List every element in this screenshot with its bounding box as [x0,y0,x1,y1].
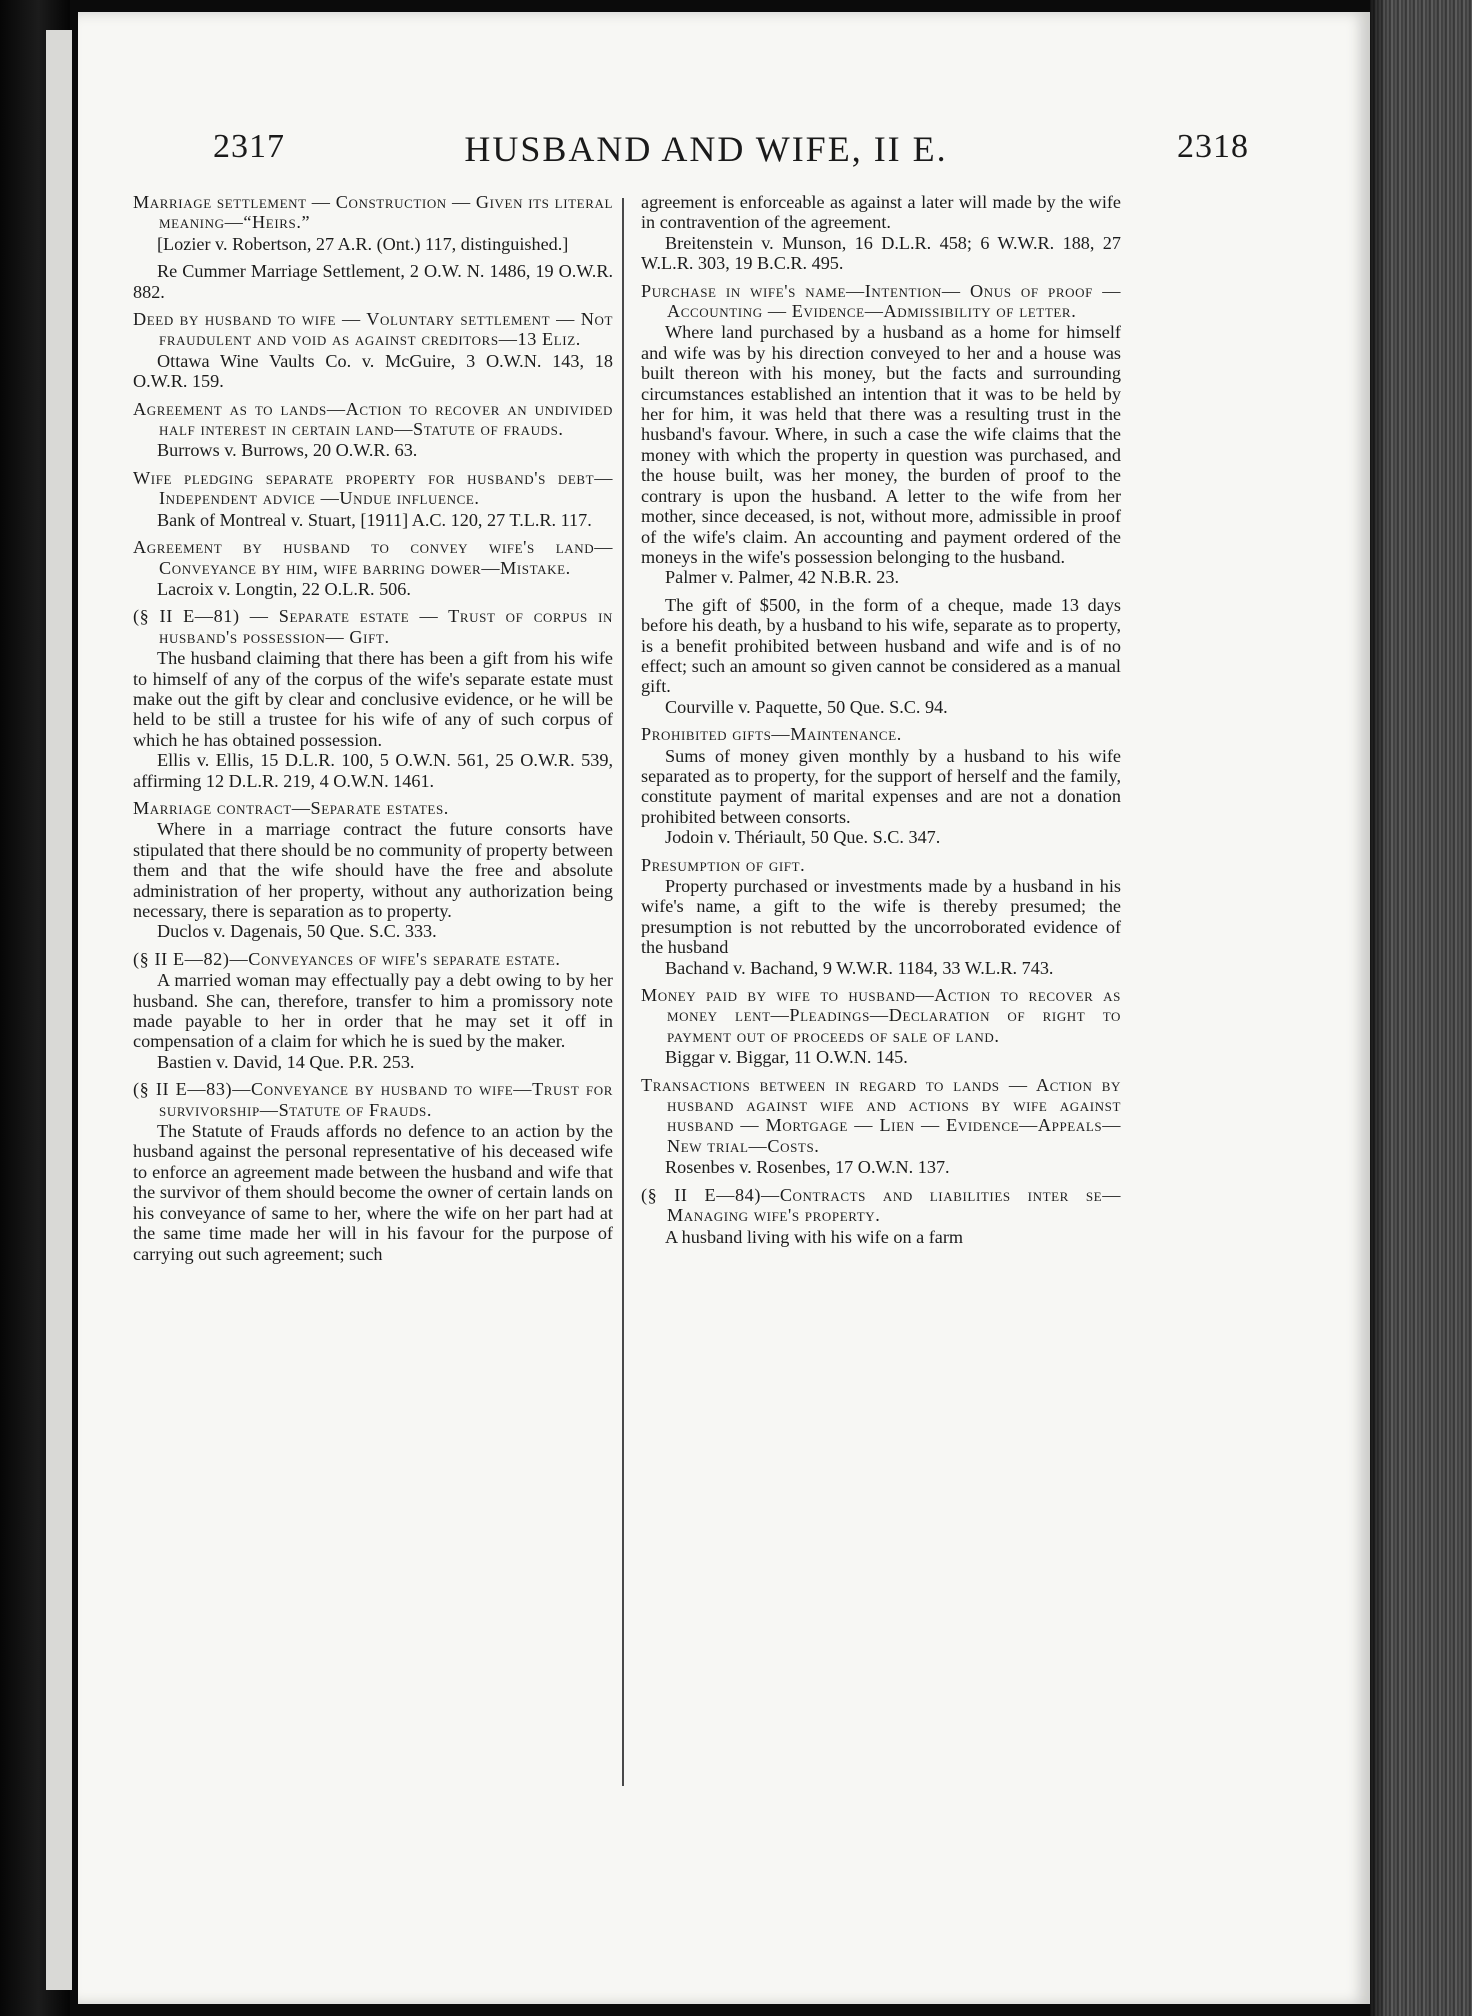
case-citation: Bastien v. David, 14 Que. P.R. 253. [157,1051,415,1072]
section-heading: (§ II E—83)—Conveyance by husband to wife—Trust for survivorship—Statute of Frauds. [133,1079,613,1120]
body-paragraph: Sums of money given monthly by a husband to his wife separated as to property, for the support of herself and the family, constitute payment of marital expenses and are not a donation prohibited between consorts. [641,745,1121,827]
case-citation: Duclos v. Dagenais, 50 Que. S.C. 333. [157,921,437,942]
body-paragraph: Property purchased or investments made by a husband in his wife's name, a gift to the wife is thereby presumed; the presumption is not rebutted by the uncorroborated evidence of the husband [641,876,1121,958]
case-citation: Bachand v. Bachand, 9 W.W.R. 1184, 33 W.L.R. 743. [665,957,1054,978]
page-header [133,128,1279,178]
case-citation: Ottawa Wine Vaults Co. v. McGuire, 3 O.W.N. 143, 18 O.W.R. 159. [133,350,613,392]
body-paragraph: agreement is enforceable as against a later will made by the wife in contravention of the agreement. [641,192,1121,233]
body-paragraph: A married woman may effectually pay a debt owing to by her husband. She can, therefore, transfer to him a promissory note made payable to her in order that he may set it off in compensation of a claim for which he is sued by the maker. [133,970,613,1052]
case-citation: Re Cummer Marriage Settlement, 2 O.W. N. 1486, 19 O.W.R. 882. [133,261,613,302]
column-divider [622,198,624,1786]
body-paragraph: The gift of $500, in the form of a cheque, made 13 days before his death, by a husband to his wife, separate as to property, is a benefit prohibited between husband and wife and is of no effect; such an amount so given cannot be considered as a manual gift. [641,594,1121,697]
section-heading: Marriage contract—Separate estates. [133,797,449,818]
section-heading: (§ II E—84)—Contracts and liabilities inter se—Managing wife's property. [641,1184,1121,1226]
page-number-left: 2317 [213,128,285,165]
case-citation: Palmer v. Palmer, 42 N.B.R. 23. [665,567,900,588]
adjacent-page-edge [0,0,70,2016]
body-paragraph: Where in a marriage contract the future consorts have stipulated that there should be no community of property between them and that the wife should have the free and absolute administration of her property, without any authorization being necessary, there is separation as to property. [133,819,613,921]
section-heading: Marriage settlement — Construction — Given its literal meaning—“Heirs.” [133,192,614,233]
page-number-right: 2318 [1177,128,1249,165]
section-heading: Deed by husband to wife — Voluntary settlement — Not fraudulent and void as against creditors—13 Eliz. [133,309,613,350]
section-heading: Agreement by husband to convey wife's land—Conveyance by him, wife barring dower—Mistake. [133,537,613,578]
case-citation: Rosenbes v. Rosenbes, 17 O.W.N. 137. [665,1157,950,1178]
section-heading: Wife pledging separate property for husband's debt—Independent advice —Undue influence. [133,467,613,509]
section-heading: (§ II E—81) — Separate estate — Trust of corpus in husband's possession— Gift. [133,606,613,647]
section-heading: Prohibited gifts—Maintenance. [641,724,902,745]
section-heading: Transactions between in regard to lands — Action by husband against wife and actions by wife against husband — Mortgage — Lien — Evidence—Appeals—New trial—Costs. [641,1074,1121,1156]
body-paragraph: The husband claiming that there has been a gift from his wife to himself of any of the corpus of the wife's separate estate must make out the gift by clear and conclusive evidence, or he will be held to be still a trustee for his wife of any of such corpus of which he has obtained possession. [133,648,613,750]
case-citation: Breitenstein v. Munson, 16 D.L.R. 458; 6 W.W.R. 188, 27 W.L.R. 303, 19 B.C.R. 495. [641,232,1121,274]
body-paragraph: A husband living with his wife on a farm [665,1226,964,1247]
section-heading: Presumption of gift. [641,854,806,875]
case-citation: Lacroix v. Longtin, 22 O.L.R. 506. [157,578,411,599]
right-column [641,192,1121,1247]
case-citation: Biggar v. Biggar, 11 O.W.N. 145. [665,1047,908,1068]
case-citation: Ellis v. Ellis, 15 D.L.R. 100, 5 O.W.N. 561, 25 O.W.R. 539, affirming 12 D.L.R. 219, 4 O.W.N. 1461. [133,750,613,791]
section-heading: (§ II E—82)—Conveyances of wife's separate estate. [133,948,561,969]
case-citation: Burrows v. Burrows, 20 O.W.R. 63. [157,440,418,461]
section-heading: Purchase in wife's name—Intention— Onus of proof — Accounting — Evidence—Admissibility of letter. [641,280,1121,322]
section-heading: Agreement as to lands—Action to recover an undivided half interest in certain land—Statute of frauds. [133,398,613,440]
body-paragraph: Where land purchased by a husband as a home for himself and wife was by his direction conveyed to her and a house was built thereon with his money, but the facts and surrounding circumstances established an intention that it was to be held by her for him, it was held that there was a resulting trust in the husband's favour. Where, in such a case the wife claims that the money with which the property in question was purchased, and the house built, was her money, the burden of proof to the contrary is upon the husband. A letter to the wife from her mother, since deceased, is not, without more, admissible in proof of the wife's claim. An accounting and payment ordered of the moneys in the wife's possession belonging to the husband. [641,322,1121,567]
left-column [133,192,613,1264]
case-citation: Bank of Montreal v. Stuart, [1911] A.C. 120, 27 T.L.R. 117. [157,509,592,530]
running-title: HUSBAND AND WIFE, II E. [464,129,948,169]
body-paragraph: The Statute of Frauds affords no defence to an action by the husband against the personal representative of his deceased wife to enforce an agreement made between the husband and wife that the survivor of them should become the owner of certain lands on his conveyance of same to her, where the wife on her part had at the same time made her will in his favour for the purpose of carrying out such agreement; such [133,1121,613,1264]
case-citation: [Lozier v. Robertson, 27 A.R. (Ont.) 117, distinguished.] [157,233,569,254]
case-citation: Courville v. Paquette, 50 Que. S.C. 94. [665,696,948,717]
case-citation: Jodoin v. Thériault, 50 Que. S.C. 347. [665,827,941,848]
section-heading: Money paid by wife to husband—Action to recover as money lent—Pleadings—Declaration of right to payment out of proceeds of sale of land. [641,985,1121,1046]
